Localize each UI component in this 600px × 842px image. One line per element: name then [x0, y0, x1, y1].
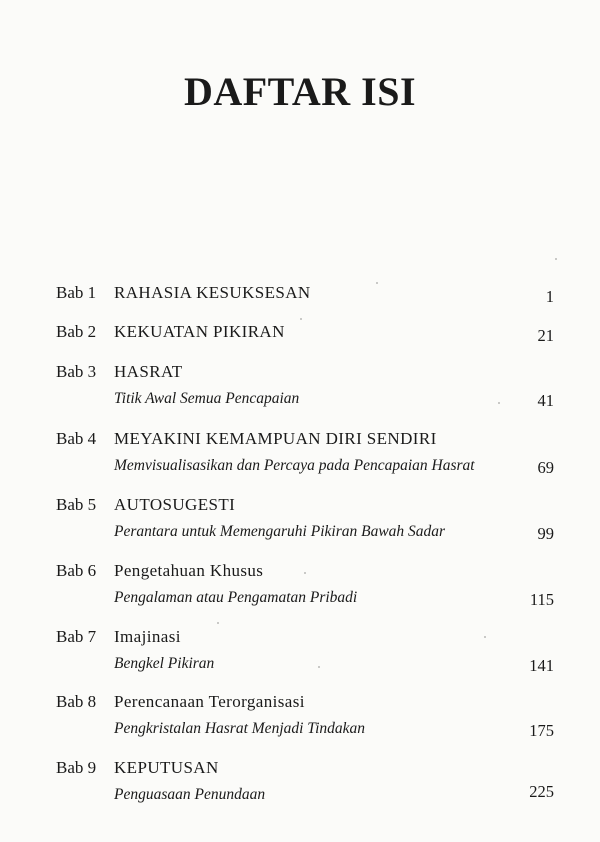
scan-speck: [318, 666, 320, 668]
chapter-number: Bab 2: [56, 322, 97, 341]
chapter-number: Bab 5: [56, 495, 97, 514]
page-number: 21: [537, 326, 554, 345]
chapter-title: Pengetahuan Khusus: [114, 561, 264, 580]
chapter-title: KEKUATAN PIKIRAN: [114, 322, 285, 341]
scan-speck: [217, 622, 219, 624]
page-number: 141: [529, 656, 554, 675]
page-number: 225: [529, 782, 554, 801]
chapter-title: Imajinasi: [114, 627, 181, 646]
scan-speck: [376, 282, 378, 284]
scan-speck: [300, 318, 302, 320]
scan-speck: [484, 636, 486, 638]
chapter-number: Bab 4: [56, 429, 97, 448]
scan-speck: [555, 258, 557, 260]
chapter-title: MEYAKINI KEMAMPUAN DIRI SENDIRI: [114, 429, 437, 448]
page-number: 99: [537, 524, 554, 543]
scan-speck: [498, 402, 500, 404]
chapter-title: KEPUTUSAN: [114, 758, 219, 777]
chapter-number: Bab 1: [56, 283, 97, 302]
page-number: 41: [537, 391, 554, 410]
chapter-subtitle: Perantara untuk Memengaruhi Pikiran Bawah Sadar: [114, 523, 446, 540]
page-number: 1: [545, 287, 554, 306]
page-number: 69: [537, 458, 554, 477]
page-number: 175: [529, 721, 554, 740]
chapter-number: Bab 9: [56, 758, 97, 777]
chapter-title: AUTOSUGESTI: [114, 495, 236, 514]
chapter-title: RAHASIA KESUKSESAN: [114, 283, 311, 302]
chapter-title: HASRAT: [114, 362, 183, 381]
chapter-subtitle: Memvisualisasikan dan Percaya pada Pencapaian Hasrat: [114, 457, 475, 474]
chapter-subtitle: Penguasaan Penundaan: [114, 786, 266, 803]
chapter-subtitle: Pengalaman atau Pengamatan Pribadi: [114, 589, 358, 606]
chapter-subtitle: Titik Awal Semua Pencapaian: [114, 390, 300, 407]
chapter-number: Bab 3: [56, 362, 97, 381]
scan-speck: [304, 572, 306, 574]
chapter-subtitle: Pengkristalan Hasrat Menjadi Tindakan: [114, 720, 366, 737]
chapter-number: Bab 7: [56, 627, 97, 646]
chapter-number: Bab 6: [56, 561, 97, 580]
page-title: DAFTAR ISI: [183, 69, 417, 114]
page-number: 115: [529, 590, 554, 609]
chapter-subtitle: Bengkel Pikiran: [114, 655, 215, 672]
chapter-title: Perencanaan Terorganisasi: [114, 692, 305, 711]
chapter-number: Bab 8: [56, 692, 97, 711]
